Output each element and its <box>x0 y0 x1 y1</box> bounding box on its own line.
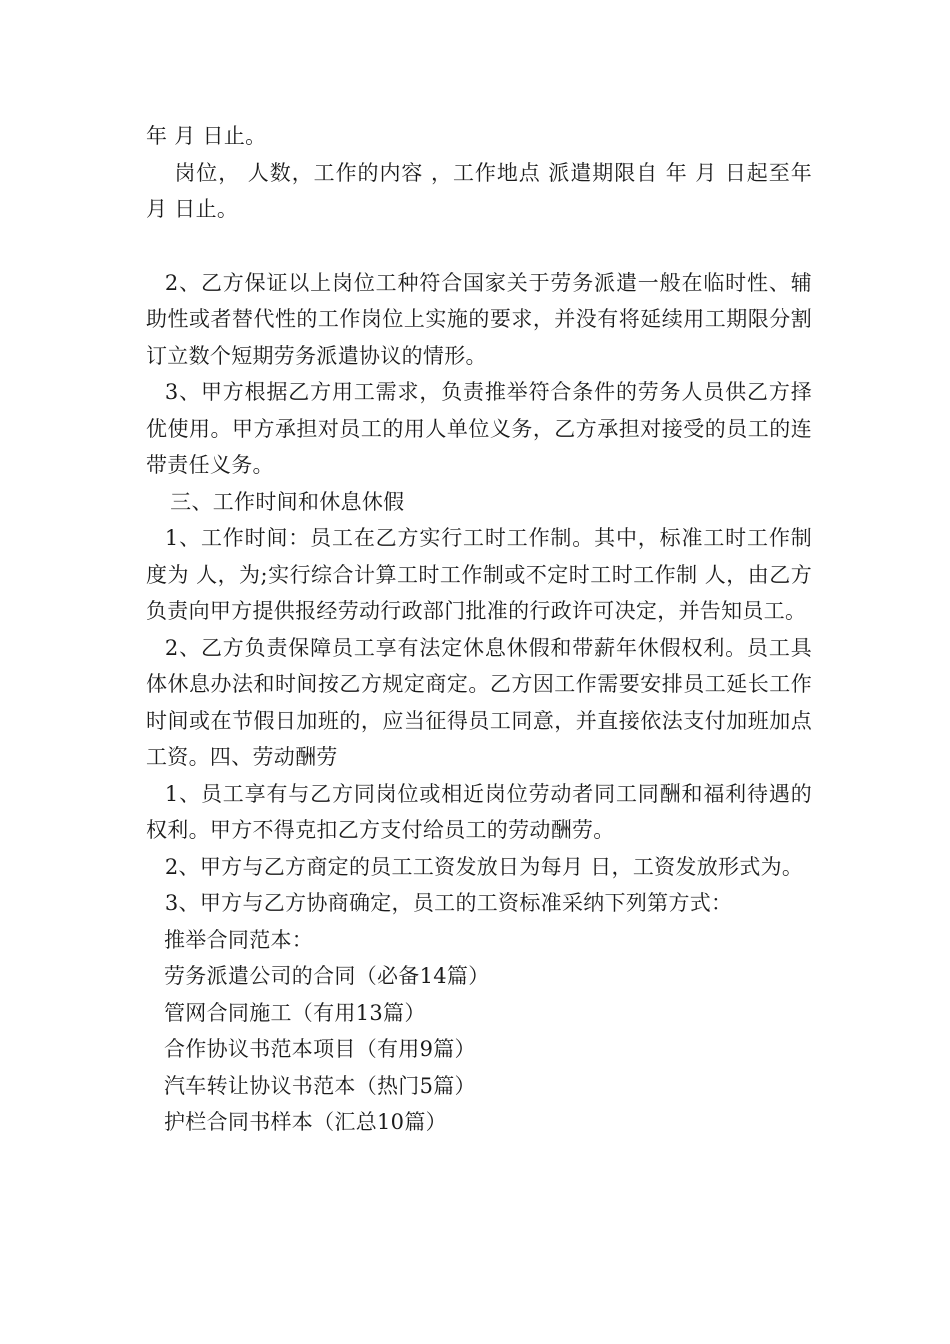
paragraph-work-time-2: 2、乙方负责保障员工享有法定休息休假和带薪年休假权利。员工具体休息办法和时间按乙方规定商定。乙方因工作需要安排员工延长工作时间或在节假日加班的，应当征得员工同意，并直接依法支付加班加点工资。四、劳动酬劳 <box>146 635 812 769</box>
paragraph-end-date: 年 月 日止。 <box>146 124 267 148</box>
recommend-item[interactable]: 劳务派遣公司的合同（必备14篇） <box>164 964 490 988</box>
paragraph-work-time-1: 1、工作时间：员工在乙方实行工时工作制。其中，标准工时工作制度为 人，为;实行综合计算工时工作制或不定时工时工作制 人，由乙方负责向甲方提供报经劳动行政部门批准的行政许可决定，并告知员工。 <box>146 526 812 623</box>
paragraph-clause-2: 2、乙方保证以上岗位工种符合国家关于劳务派遣一般在临时性、辅助性或者替代性的工作岗位上实施的要求，并没有将延续用工期限分割订立数个短期劳务派遣协议的情形。 <box>146 270 812 368</box>
paragraph-pay-2: 2、甲方与乙方商定的员工工资发放日为每月 日，工资发放形式为。 <box>164 854 804 879</box>
paragraph-clause-3: 3、甲方根据乙方用工需求，负责推举符合条件的劳务人员供乙方择优使用。甲方承担对员工的用人单位义务，乙方承担对接受的员工的连带责任义务。 <box>146 380 812 477</box>
recommend-item[interactable]: 合作协议书范本项目（有用9篇） <box>164 1037 476 1061</box>
paragraph-gap <box>146 228 812 265</box>
recommend-item[interactable]: 汽车转让协议书范本（热门5篇） <box>164 1073 476 1098</box>
document-body <box>146 118 812 1141</box>
recommend-item[interactable]: 管网合同施工（有用13篇） <box>164 1000 426 1025</box>
section-heading-work-time: 三、工作时间和休息休假 <box>170 489 405 514</box>
recommend-title: 推举合同范本： <box>164 927 314 952</box>
paragraph-position-info: 岗位， 人数，工作的内容 ，工作地点 派遣期限自 年 月 日起至年 月 日止。 <box>146 160 812 221</box>
paragraph-pay-3: 3、甲方与乙方协商确定，员工的工资标准采纳下列第方式： <box>164 891 733 915</box>
paragraph-pay-1: 1、员工享有与乙方同岗位或相近岗位劳动者同工同酬和福利待遇的权利。甲方不得克扣乙方支付给员工的劳动酬劳。 <box>146 781 812 842</box>
recommend-item[interactable]: 护栏合同书样本（汇总10篇） <box>164 1110 447 1134</box>
